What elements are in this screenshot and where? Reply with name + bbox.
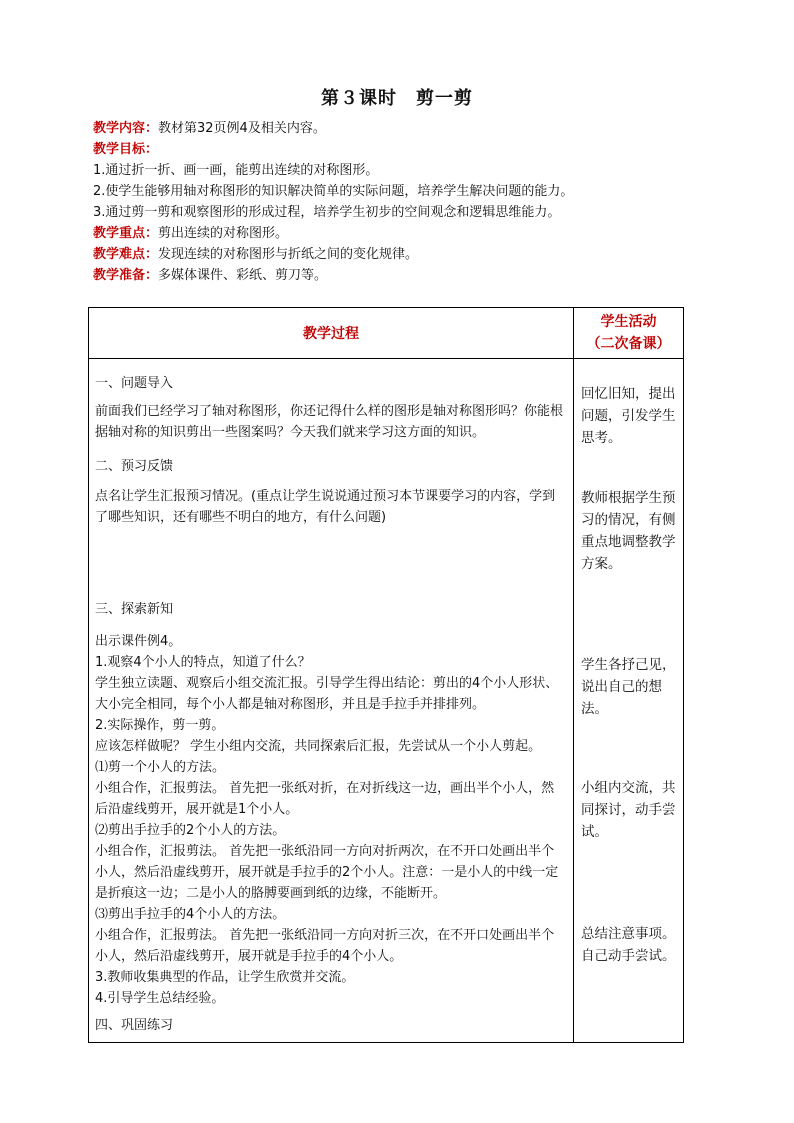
lesson-meta xyxy=(93,118,693,286)
side-note: 小组内交流，共同探讨，动手尝试。 xyxy=(581,780,676,840)
lesson-process-table xyxy=(88,307,684,1043)
table-header-row xyxy=(89,308,684,359)
section-3-line: 出示课件例4。 xyxy=(95,634,182,649)
section-3-line: 小组合作，汇报剪法。 首先把一张纸对折，在对折线这一边，画出半个小人，然后沿虚线剪开，展开就是1个小人。 xyxy=(95,781,555,817)
goals-row xyxy=(93,139,693,160)
difficulty-row xyxy=(93,244,693,265)
side-note: 回忆旧知，提出问题，引发学生思考。 xyxy=(581,386,676,446)
section-3-line: ⑶剪出手拉手的4个小人的方法。 xyxy=(95,907,286,922)
content-text: 教材第32页例4及相关内容。 xyxy=(158,121,326,136)
section-1-title: 一、问题导入 xyxy=(95,376,174,391)
key-text: 剪出连续的对称图形。 xyxy=(158,226,289,241)
section-3-content xyxy=(95,631,565,1009)
goals-label: 教学目标： xyxy=(93,142,159,157)
goal-item: 1.通过折一折、画一画，能剪出连续的对称图形。 xyxy=(93,163,379,178)
key-row xyxy=(93,223,693,244)
key-label: 教学重点： xyxy=(93,226,159,241)
table-body-row xyxy=(89,359,684,1043)
side-note: 总结注意事项。自己动手尝试。 xyxy=(581,926,676,964)
goal-item: 3.通过剪一剪和观察图形的形成过程，培养学生初步的空间观念和逻辑思维能力。 xyxy=(93,205,561,220)
header-side-line2: （二次备课） xyxy=(586,336,671,352)
section-3-title: 三、探索新知 xyxy=(95,602,174,617)
student-activity-cell xyxy=(574,359,684,1043)
goal-item: 2.使学生能够用轴对称图形的知识解决简单的实际问题，培养学生解决问题的能力。 xyxy=(93,184,574,199)
section-3-line: 2.实际操作，剪一剪。 xyxy=(95,718,225,733)
section-4-title: 四、巩固练习 xyxy=(95,1018,174,1033)
section-3-line: 应该怎样做呢？ 学生小组内交流，共同探索后汇报，先尝试从一个小人剪起。 xyxy=(95,739,542,754)
side-note: 教师根据学生预习的情况，有侧重点地调整教学方案。 xyxy=(581,490,676,572)
section-1-body: 前面我们已经学习了轴对称图形，你还记得什么样的图形是轴对称图形吗？你能根据轴对称的知识剪出一些图案吗？今天我们就来学习这方面的知识。 xyxy=(95,404,564,440)
page-title: 第３课时 剪一剪 xyxy=(321,88,473,109)
section-2-body: 点名让学生汇报预习情况。(重点让学生说说通过预习本节课要学习的内容，学到了哪些知识，还有哪些不明白的地方，有什么问题) xyxy=(95,489,556,525)
section-3-line: 小组合作，汇报剪法。 首先把一张纸沿同一方向对折两次，在不开口处画出半个小人，然后沿虚线剪开，展开就是手拉手的2个小人。注意：一是小人的中线一定是折痕这一边；二是小人的胳膊要画到纸的边缘，不能断开。 xyxy=(95,844,559,901)
section-3-line: ⑵剪出手拉手的2个小人的方法。 xyxy=(95,823,286,838)
difficulty-label: 教学难点： xyxy=(93,247,159,262)
section-3-line: ⑴剪一个小人的方法。 xyxy=(95,760,226,775)
section-3-line: 3.教师收集典型的作品，让学生欣赏并交流。 xyxy=(95,970,355,985)
process-cell xyxy=(89,359,574,1043)
content-row xyxy=(93,118,693,139)
header-teaching-process: 教学过程 xyxy=(89,308,574,359)
header-student-activity xyxy=(574,308,684,359)
section-3-line: 小组合作，汇报剪法。 首先把一张纸沿同一方向对折三次，在不开口处画出半个小人，然后沿虚线剪开，展开就是手拉手的4个小人。 xyxy=(95,928,555,964)
header-side-line1: 学生活动 xyxy=(600,314,657,330)
prep-label: 教学准备： xyxy=(93,268,159,283)
difficulty-text: 发现连续的对称图形与折纸之间的变化规律。 xyxy=(158,247,419,262)
section-2-title: 二、预习反馈 xyxy=(95,459,174,474)
section-3-line: 学生独立读题、观察后小组交流汇报。引导学生得出结论：剪出的4个小人形状、大小完全相同，每个小人都是轴对称图形，并且是手拉手并排排列。 xyxy=(95,676,559,712)
content-label: 教学内容： xyxy=(93,121,159,136)
side-note: 学生各抒己见，说出自己的想法。 xyxy=(581,657,676,717)
prep-row xyxy=(93,265,693,286)
section-3-line: 1.观察4个小人的特点，知道了什么？ xyxy=(95,655,311,670)
section-3-line: 4.引导学生总结经验。 xyxy=(95,991,225,1006)
prep-text: 多媒体课件、彩纸、剪刀等。 xyxy=(158,268,328,283)
